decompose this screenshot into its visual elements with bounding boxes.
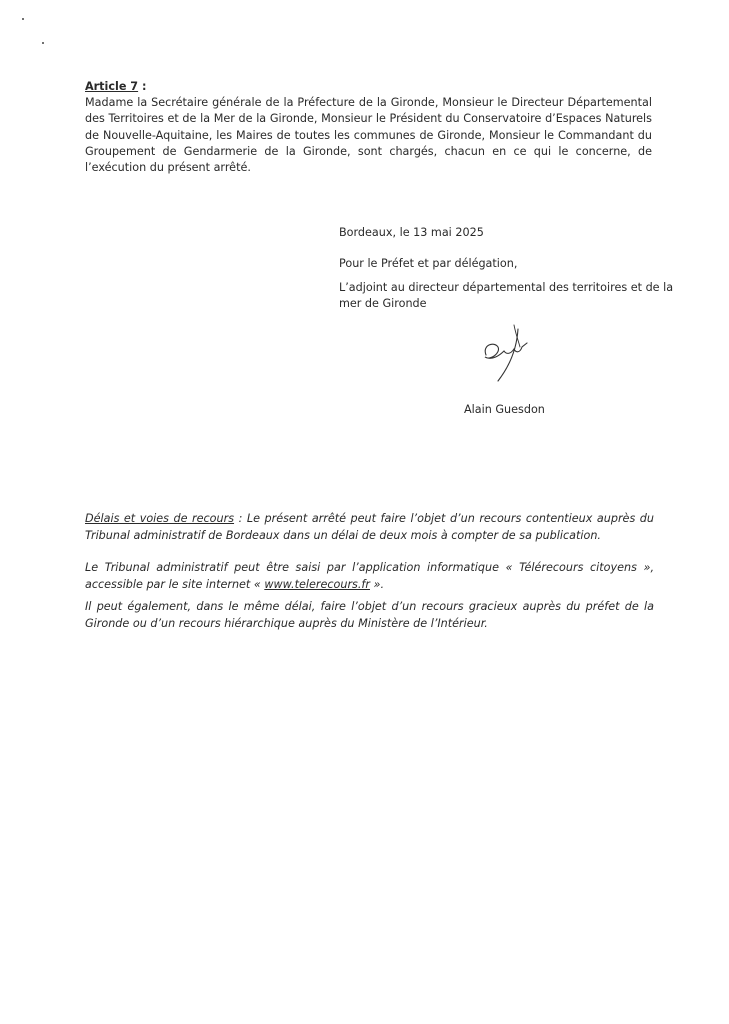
recours-text-2b: ». [369,578,385,592]
scan-speck [22,18,24,20]
article-title [85,79,652,95]
recours-paragraph-1 [85,510,654,544]
article-title-label: Article 7 [85,80,139,93]
recours-paragraph-3: Il peut également, dans le même délai, faire l’objet d’un recours gracieux auprès du préfet de la Gironde ou d’un recours hiérarchique auprès du Ministère de l’Intérieur. [85,600,654,631]
signer-name: Alain Guesdon [464,403,545,416]
recours-paragraph-2 [85,559,654,593]
telerecours-link[interactable]: www.telerecours.fr [264,578,370,592]
article-title-suffix: : [138,80,147,93]
delegation-line: Pour le Préfet et par délégation, [339,257,518,270]
recours-text-1: Le présent arrêté peut faire l’objet d’un recours contentieux auprès du Tribunal administratif de Bordeaux dans un délai de deux mois à compter de sa publication. [85,512,654,543]
place-date: Bordeaux, le 13 mai 2025 [339,226,484,239]
recours-heading: Délais et voies de recours [85,512,235,525]
scan-speck [42,42,44,44]
article-7 [85,79,652,176]
article-body: Madame la Secrétaire générale de la Préfecture de la Gironde, Monsieur le Directeur Départemental des Territoires et de la Mer de la Gironde, Monsieur le Président du Conservatoire d’Espaces Naturels de Nouvelle-Aquitaine, les Maires de toutes les communes de Gironde, Monsieur le Commandant du Groupement de Gendarmerie de la Gironde, sont chargés, chacun en ce qui le concerne, de l’exécution du présent arrêté. [85,96,652,175]
signer-role: L’adjoint au directeur départemental des territoires et de la mer de Gironde [339,281,674,311]
recours-heading-suffix: : [234,512,247,525]
recours-text-2a: Le Tribunal administratif peut être saisi par l’application informatique « Télérecours citoyens », accessible par le site internet « [85,561,654,592]
handwritten-signature [470,323,540,385]
